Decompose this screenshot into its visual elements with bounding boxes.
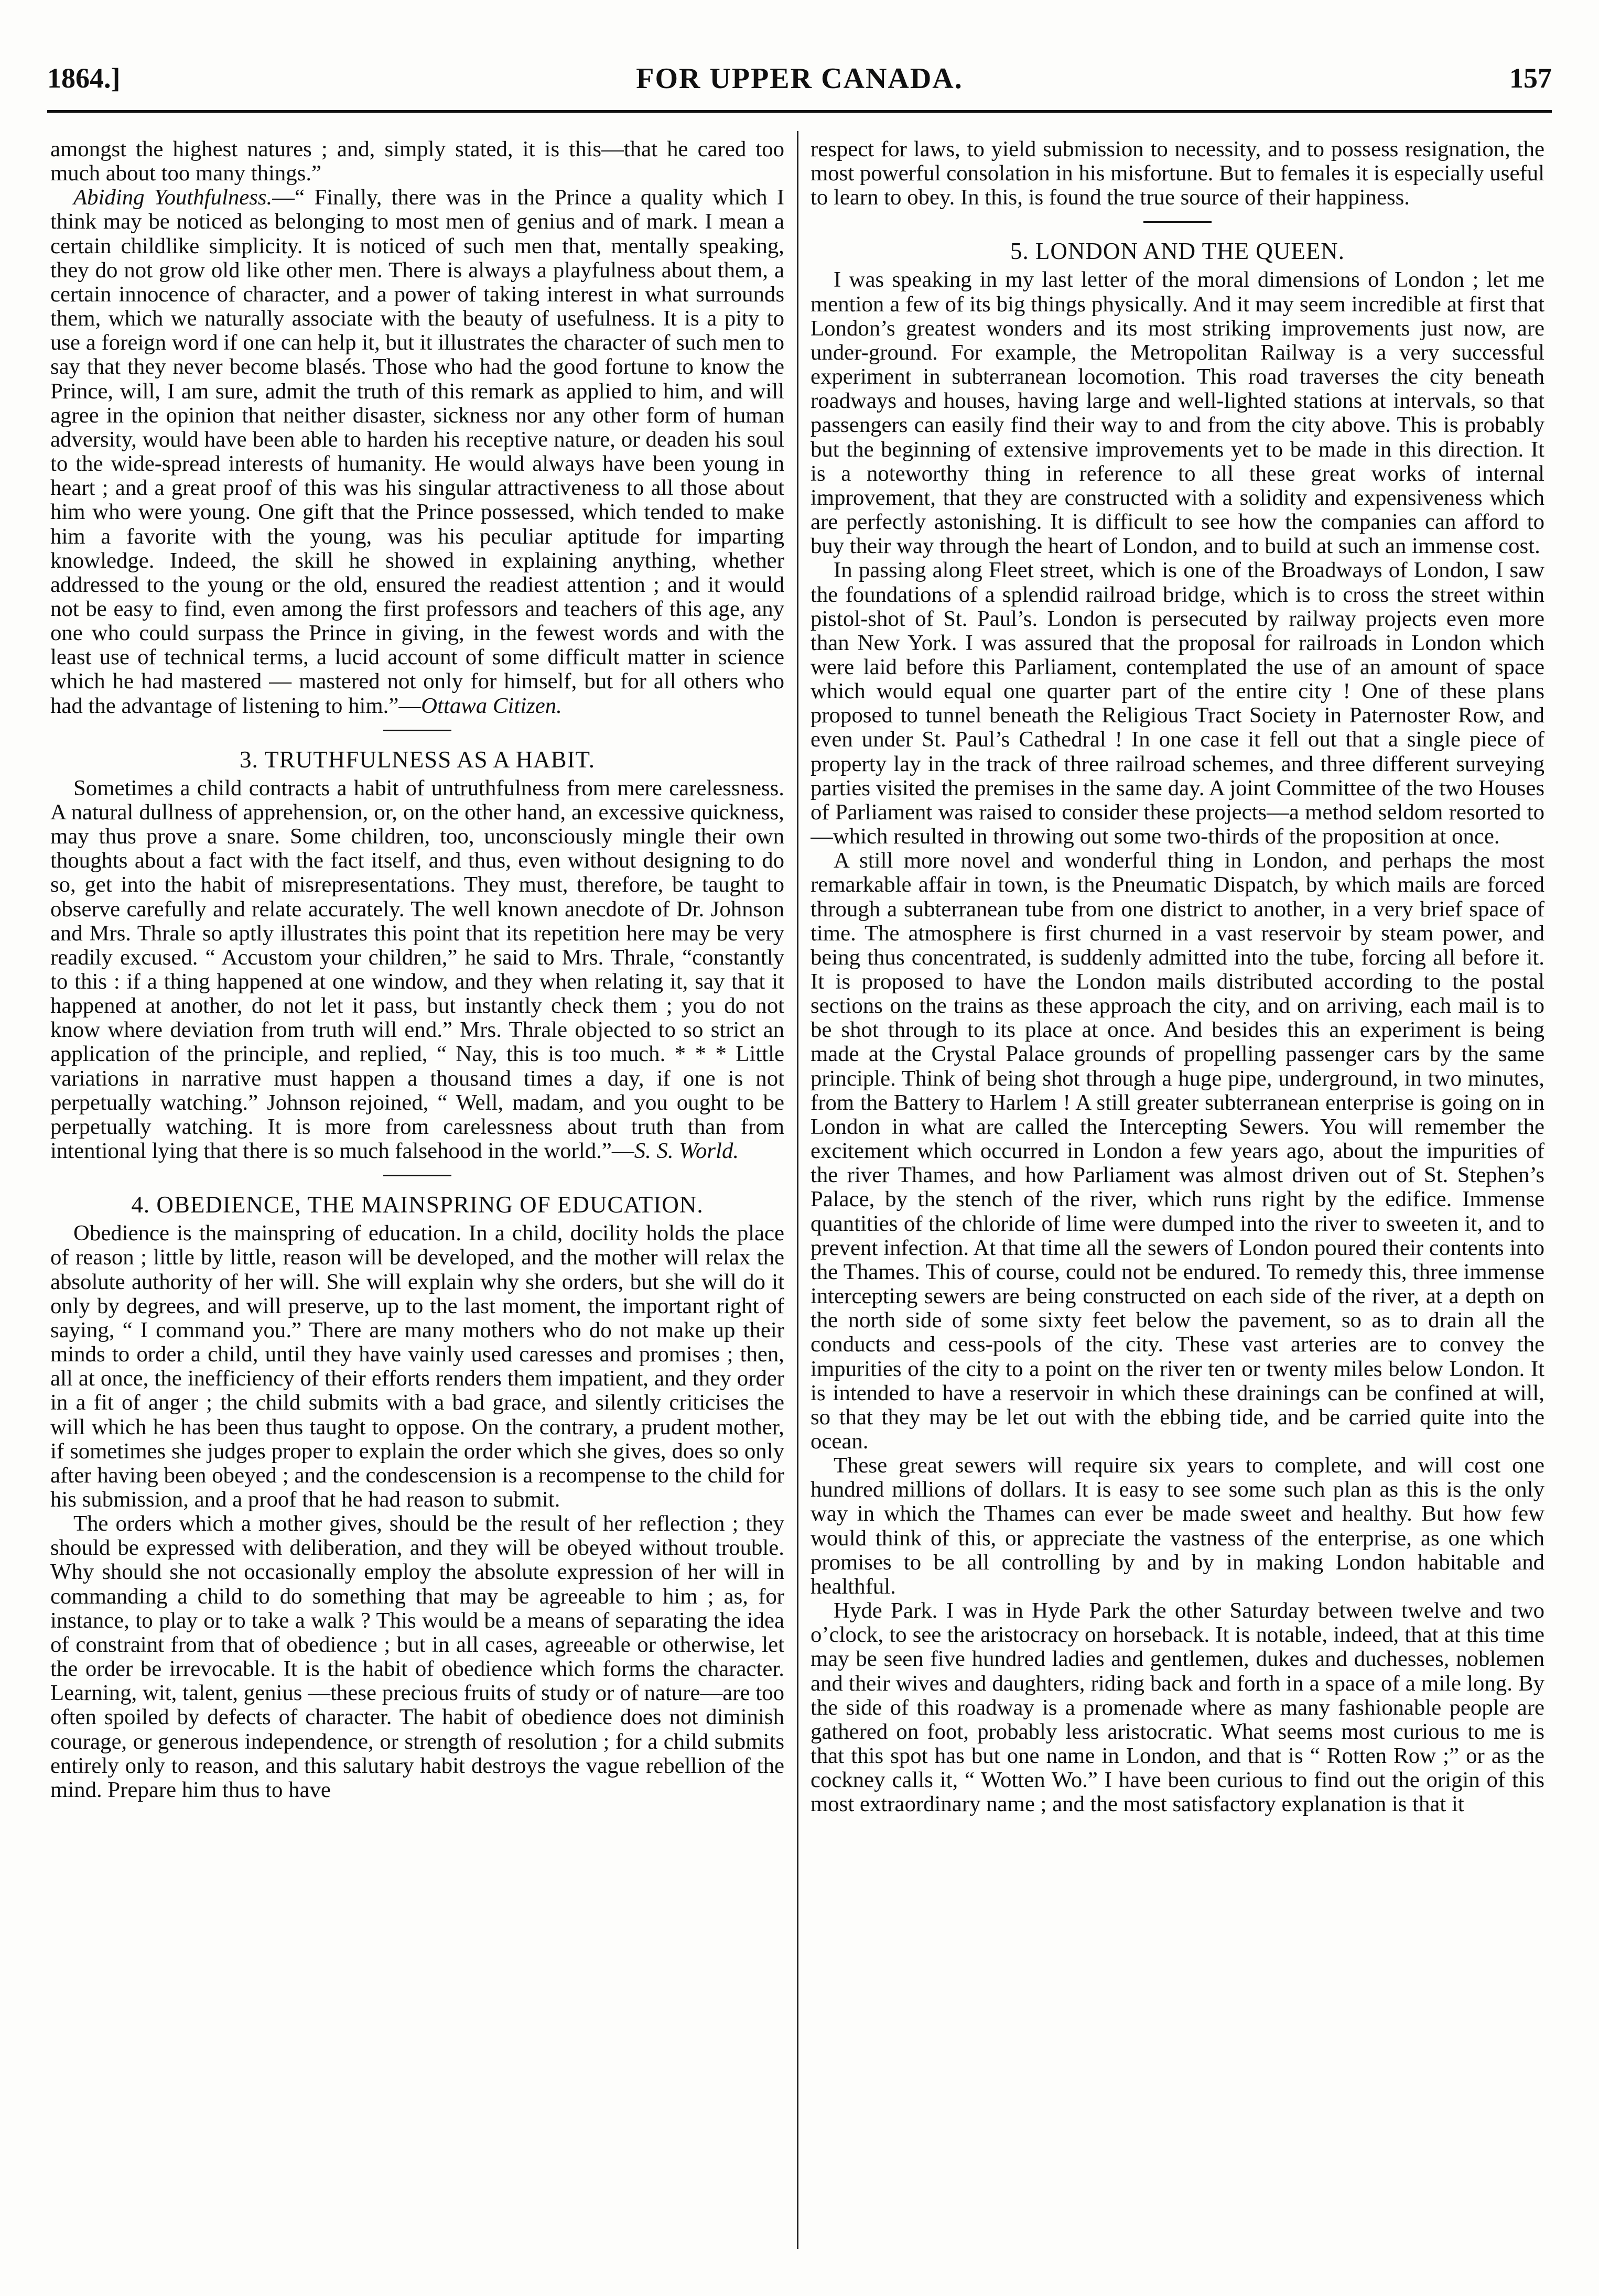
run-in-heading: Abiding Youthfulness. — [73, 185, 273, 210]
paragraph-body: Sometimes a child contracts a habit of untruthfulness from mere carelessness. A natural dullness of apprehension, or, on the other hand, an excessive quickness, may thus prove a snare. Some children, too, unconsciously mingle their own thoughts about a fact with the fact itself, and thus, even without designing to do so, get into the habit of misrepresentations. They must, therefore, be taught to observe carefully and relate accurately. The well known anecdote of Dr. Johnson and Mrs. Thrale so aptly illustrates this point that its repetition here may be very readily excused. “ Accustom your children,” he said to Mrs. Thrale, “constantly to this : if a thing happened at one window, and they when relating it, say that it happened at another, do not let it pass, but instantly check them ; you do not know where deviation from truth will end.” Mrs. Thrale objected to so strict an application of the principle, and replied, “ Nay, this is too much. * * * Little variations in narrative must happen a thousand times a day, if one is not perpetually watching.” Johnson rejoined, “ Well, madam, and you ought to be perpetually watching. It is more from carelessness about truth than from intentional lying that there is so much falsehood in the world.”— — [50, 775, 784, 1164]
page-header — [47, 62, 1552, 109]
source-attribution: S. S. World. — [634, 1139, 739, 1164]
paragraph: I was speaking in my last letter of the moral dimensions of London ; let me mention a few of its big things physically. And it may seem incredible at first that London’s greatest wonders and its most striking improvements just now, are under-ground. For example, the Metropolitan Railway is a very successful experiment in subterranean locomotion. This road traverses the city beneath roadways and houses, having large and well-lighted stations at intervals, so that passengers can easily find their way to and from the city above. This is probably but the beginning of extensive improvements yet to be made in this direction. It is a noteworthy thing in reference to all these great works of internal improvement, that they are constructed with a solidity and expensiveness which are perfectly astonishing. It is difficult to see how the companies can afford to buy their way through the heart of London, and to build at such an immense cost. — [811, 267, 1544, 559]
right-column — [811, 137, 1544, 2254]
section-divider — [383, 1175, 451, 1176]
page-number: 157 — [1509, 62, 1552, 94]
paragraph: amongst the highest natures ; and, simply stated, it is this—that he cared too much about too many things.” — [50, 137, 784, 186]
source-attribution: Ottawa Citizen. — [421, 693, 562, 718]
paragraph — [50, 186, 784, 718]
paragraph: These great sewers will require six years to complete, and will cost one hundred millions of dollars. It is easy to see some such plan as this is the only way in which the Thames can ever be made sweet and healthy. But how few would think of this, or appreciate the vastness of the enterprise, as one which promises to be all controlling by and by in making London habitable and healthful. — [811, 1453, 1544, 1599]
section-heading: 5. LONDON AND THE QUEEN. — [1010, 238, 1345, 265]
section-heading: 3. TRUTHFULNESS AS A HABIT. — [240, 746, 595, 773]
running-title: FOR UPPER CANADA. — [636, 62, 963, 95]
column-divider — [797, 131, 798, 2249]
paragraph: Obedience is the mainspring of education. In a child, docility holds the place of reason ; little by little, reason will be developed, and the mother will relax the absolute authority of her will. She will explain why she orders, but she will do it only by degrees, and will preserve, up to the last moment, the important right of saying, “ I command you.” There are many mothers who do not make up their minds to order a child, until they have vainly used caresses and promises ; then, all at once, the inefficiency of their efforts renders them impatient, and they order in a fit of anger ; the child submits with a bad grace, and silently criticises the will which he has been thus taught to oppose. On the contrary, a prudent mother, if sometimes she judges proper to explain the order which she gives, does so only after having been obeyed ; and the condescension is a recompense to the child for his submission, and a proof that he had reason to submit. — [50, 1221, 784, 1512]
paragraph: respect for laws, to yield submission to necessity, and to possess resignation, the most powerful consolation in his misfortune. But to females it is especially useful to learn to obey. In this, is found the true source of their happiness. — [811, 137, 1544, 210]
paragraph: A still more novel and wonderful thing in London, and perhaps the most remarkable affair in town, is the Pneumatic Dispatch, by which mails are forced through a subterranean tube from one district to another, in a very brief space of time. The atmosphere is first churned in a vast reservoir by steam power, and being thus concentrated, is suddenly admitted into the tube, forcing all before it. It is proposed to have the London mails distributed according to the postal sections on the trains as these approach the city, and on arriving, each mail is to be shot through to its place at once. And besides this an experiment is being made at the Crystal Palace grounds of propelling passenger cars by the same principle. Think of being shot through a huge pipe, underground, in two minutes, from the Battery to Harlem ! A still greater subterranean enterprise is going on in London in what are called the Intercepting Sewers. You will remember the excitement which occurred in London a few years ago, about the impurities of the river Thames, and how Parliament was almost driven out of St. Stephen’s Palace, by the stench of the river, which runs right by the edifice. Immense quantities of the chloride of lime were dumped into the river to sweeten it, and to prevent infection. At that time all the sewers of London poured their contents into the Thames. This of course, could not be endured. To remedy this, three immense intercepting sewers are being constructed on each side of the river, at a depth on the north side of some sixty feet below the pavement, so as to drain all the conducts and cess-pools of the city. These vast arteries are to convey the impurities of the city to a point on the river ten or twenty miles below London. It is intended to have a reservoir in which these drainings can be confined at will, so that they may be let out with the ebbing tide, and be carried quite into the ocean. — [811, 848, 1544, 1454]
left-column — [50, 137, 784, 2254]
paragraph: The orders which a mother gives, should be the result of her reflection ; they should be expressed with deliberation, and they will be obeyed without trouble. Why should she not occasionally employ the absolute expression of her will in commanding a child to do something that may be agreeable to him ; as, for instance, to play or to take a walk ? This would be a means of separating the idea of constraint from that of obedience ; but in all cases, agreeable or otherwise, let the order be irrevocable. It is the habit of obedience which forms the character. Learning, wit, talent, genius —these precious fruits of study or of nature—are too often spoiled by defects of character. The habit of obedience does not diminish courage, or generous independence, or strength of resolution ; for a child submits entirely only to reason, and this salutary habit destroys the vague rebellion of the mind. Prepare him thus to have — [50, 1511, 784, 1802]
paragraph: In passing along Fleet street, which is one of the Broadways of London, I saw the foundations of a splendid railroad bridge, which is to cross the street within pistol-shot of St. Paul’s. London is persecuted by railway projects even more than New York. I was assured that the proposal for railroads in London which were laid before this Parliament, contemplated the use of an amount of space which would equal one quarter part of the entire city ! One of these plans proposed to tunnel beneath the Religious Tract Society in Paternoster Row, and even under St. Paul’s Cathedral ! In one case it fell out that a single piece of property lay in the track of three railroad schemes, and three different surveying parties visited the premises in the same day. A joint Committee of the two Houses of Parliament was raised to consider these projects—a method seldom resorted to—which resulted in throwing out some two-thirds of the proposition at once. — [811, 558, 1544, 849]
header-year: 1864.] — [47, 62, 121, 94]
paragraph: Hyde Park. I was in Hyde Park the other Saturday between twelve and two o’clock, to see the aristocracy on horseback. It is notable, indeed, that at this time may be seen five hundred ladies and gentlemen, dukes and duchesses, noblemen and their wives and daughters, riding back and forth in a space of a mile long. By the side of this roadway is a promenade where as many fashionable people are gathered on foot, probably less aristocratic. What seems most curious to me is that this spot has but one name in London, and that is “ Rotten Row ;” or as the cockney calls it, “ Wotten Wo.” I have been curious to find out the origin of this most extraordinary name ; and the most satisfactory explanation is that it — [811, 1598, 1544, 1817]
header-rule — [47, 110, 1552, 113]
section-divider — [383, 730, 451, 731]
paragraph-body: —“ Finally, there was in the Prince a quality which I think may be noticed as belonging to most men of genius and of mark. I mean a certain childlike simplicity. It is noticed of such men that, mentally speaking, they do not grow old like other men. There is always a playfulness about them, a certain innocence of character, and a power of taking interest in what surrounds them, which we naturally associate with the beauty of usefulness. It is a pity to use a foreign word if one can help it, but it illustrates the character of such men to say that they never become blasés. Those who had the good fortune to know the Prince, will, I am sure, admit the truth of this remark as applied to him, and will agree in the opinion that neither disaster, sickness nor any other form of human adversity, would have been able to harden his receptive nature, or deaden his soul to the wide-spread interests of humanity. He would always have been young in heart ; and a great proof of this was his singular attractiveness to all those about him who were young. One gift that the Prince possessed, which tended to make him a favorite with the young, was his peculiar aptitude for imparting knowledge. Indeed, the skill he showed in explaining anything, whether addressed to the young or the old, ensured the readiest attention ; and it would not be easy to find, even among the first professors and teachers of this age, any one who could surpass the Prince in giving, in the fewest words and with the least use of technical terms, a lucid account of some difficult matter in science which he had mastered — mastered not only for himself, but for all others who had the advantage of listening to him.”— — [50, 185, 784, 718]
paragraph — [50, 776, 784, 1164]
section-divider — [1143, 221, 1212, 223]
section-heading: 4. OBEDIENCE, THE MAINSPRING OF EDUCATION. — [131, 1192, 704, 1218]
